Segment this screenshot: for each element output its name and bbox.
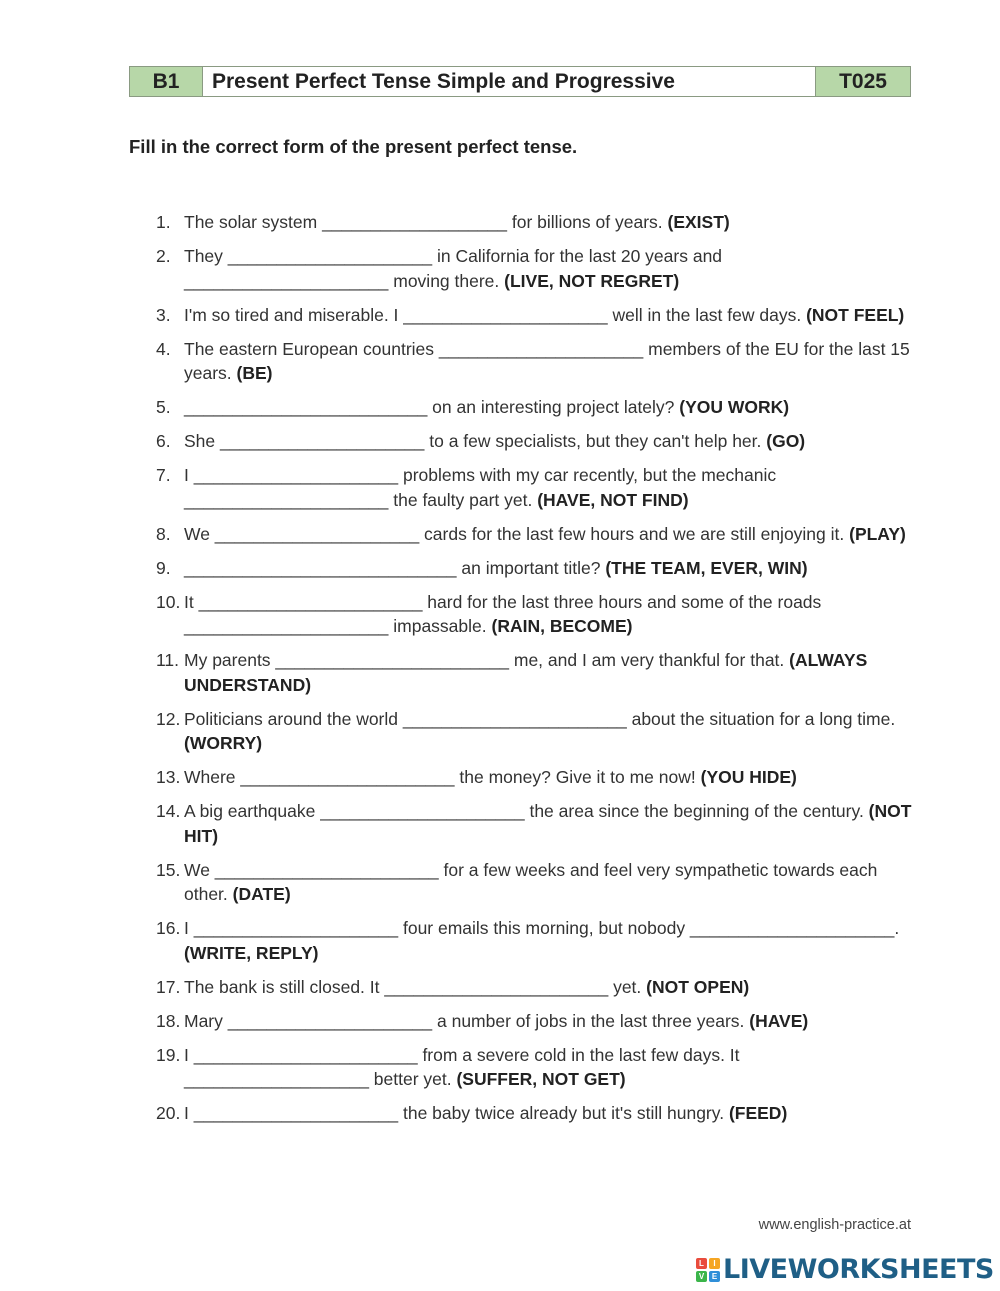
logo-tile: V [696,1271,707,1282]
item-text: I _____________________ problems with my car recently, but the mechanic _____________________ the faulty part yet. [184,465,777,510]
item-number: 17. [156,976,181,997]
item-hint: (HAVE, NOT FIND) [532,489,689,510]
item-sentence [184,1101,916,1126]
exercise-item [156,648,916,697]
item-number: 11. [156,650,180,670]
item-number: 10. [156,591,181,612]
item-hint: (WRITE, REPLY) [184,942,319,963]
item-sentence [184,916,916,965]
item-hint: (THE TEAM, EVER, WIN) [600,557,808,578]
item-hint: (SUFFER, NOT GET) [451,1069,626,1089]
item-sentence [184,648,916,697]
exercise-item [156,556,916,581]
exercise-item [156,429,916,454]
item-sentence [184,522,916,547]
item-sentence [184,556,916,581]
item-text: She _____________________ to a few specialists, but they can't help her. [184,431,762,451]
item-text: We _____________________ cards for the last few hours and we are still enjoying it. [184,523,845,544]
item-hint: (RAIN, BECOME) [486,616,633,636]
item-sentence [184,858,916,907]
item-number: 7. [156,465,171,485]
item-sentence [184,590,916,639]
exercise-item [156,916,916,965]
item-number: 19. [156,1044,181,1065]
logo-tile: I [709,1258,720,1269]
item-number: 8. [156,523,171,544]
item-hint: (GO) [761,431,806,451]
item-hint: (BE) [231,363,273,383]
level-badge: B1 [130,67,203,96]
item-number: 1. [156,212,171,232]
exercise-item [156,1043,916,1092]
exercise-item [156,522,916,547]
exercise-item [156,975,916,1000]
exercise-item [156,395,916,420]
exercise-item [156,210,916,235]
item-sentence [184,210,916,235]
item-sentence [184,395,916,420]
worksheet-code: T025 [816,67,910,96]
item-number: 15. [156,859,181,880]
exercise-item [156,1009,916,1034]
item-hint: (NOT HIT) [184,801,912,846]
exercise-item [156,858,916,907]
item-hint: (DATE) [227,884,291,904]
item-text: Politicians around the world _______________________ about the situation for a long time. [184,708,896,729]
item-text: I _______________________ from a severe cold in the last few days. It ___________________ better yet. [184,1044,740,1089]
item-text: My parents ________________________ me, and I am very thankful for that. [184,650,785,670]
item-number: 18. [156,1010,181,1031]
item-sentence [184,244,916,293]
worksheet-header [129,66,911,97]
item-text: The eastern European countries _____________________ members of the EU for the last 15 years. [184,338,910,383]
item-number: 5. [156,397,171,417]
item-text: They _____________________ in California for the last 20 years and _____________________ moving there. [184,246,723,291]
item-sentence [184,463,916,512]
item-text: It _______________________ hard for the last three hours and some of the roads _____________________ impassable. [184,591,822,636]
item-text: ____________________________ an important title? [184,557,601,578]
item-number: 14. [156,801,181,821]
item-hint: (YOU WORK) [674,397,790,417]
item-number: 13. [156,767,181,787]
item-hint: (FEED) [724,1103,788,1123]
item-text: I _____________________ the baby twice already but it's still hungry. [184,1103,725,1123]
item-hint: (NOT FEEL) [801,304,905,325]
exercise-item [156,799,916,848]
item-hint: (NOT OPEN) [641,976,750,997]
exercise-item [156,303,916,328]
exercise-item [156,707,916,756]
exercise-list [156,210,916,1135]
item-text: Mary _____________________ a number of jobs in the last three years. [184,1010,745,1031]
site-url[interactable]: www.english-practice.at [758,1217,911,1233]
item-sentence [184,975,916,1000]
logo-tile: L [696,1258,707,1269]
item-sentence [184,303,916,328]
item-sentence [184,765,916,790]
item-hint: (HAVE) [744,1010,809,1031]
exercise-item [156,463,916,512]
item-hint: (WORRY) [184,733,263,753]
item-text: The bank is still closed. It _______________________ yet. [184,976,642,997]
item-hint: (LIVE, NOT REGRET) [499,270,680,291]
item-sentence [184,1009,916,1034]
logo-tile: E [709,1271,720,1282]
item-sentence [184,1043,916,1092]
item-hint: (YOU HIDE) [695,767,797,787]
item-text: We _______________________ for a few weeks and feel very sympathetic towards each other. [184,859,878,904]
item-number: 20. [156,1103,181,1123]
worksheet-title: Present Perfect Tense Simple and Progressive [203,67,816,96]
item-number: 12. [156,708,181,729]
instructions: Fill in the correct form of the present perfect tense. [129,136,578,157]
exercise-item [156,337,916,386]
item-hint: (ALWAYS UNDERSTAND) [184,650,868,695]
item-text: I _____________________ four emails this morning, but nobody _____________________. [184,918,900,938]
logo-wordmark: LIVEWORKSHEETS [723,1254,994,1285]
item-number: 3. [156,304,171,325]
item-number: 16. [156,918,181,938]
item-number: 4. [156,338,171,359]
item-sentence [184,337,916,386]
logo-mark-icon [696,1258,720,1282]
exercise-item [156,244,916,293]
item-hint: (PLAY) [844,523,906,544]
item-number: 6. [156,431,171,451]
exercise-item [156,765,916,790]
liveworksheets-logo[interactable] [696,1254,994,1285]
item-sentence [184,707,916,756]
item-text: Where ______________________ the money? Give it to me now! [184,767,696,787]
exercise-item [156,1101,916,1126]
exercise-item [156,590,916,639]
item-sentence [184,429,916,454]
item-number: 2. [156,246,171,266]
item-hint: (EXIST) [662,212,730,232]
item-text: The solar system ___________________ for billions of years. [184,212,663,232]
item-number: 9. [156,557,171,578]
item-text: _________________________ on an interesting project lately? [184,397,675,417]
item-text: A big earthquake _____________________ the area since the beginning of the century. [184,801,864,821]
item-text: I'm so tired and miserable. I _____________________ well in the last few days. [184,304,802,325]
item-sentence [184,799,916,848]
